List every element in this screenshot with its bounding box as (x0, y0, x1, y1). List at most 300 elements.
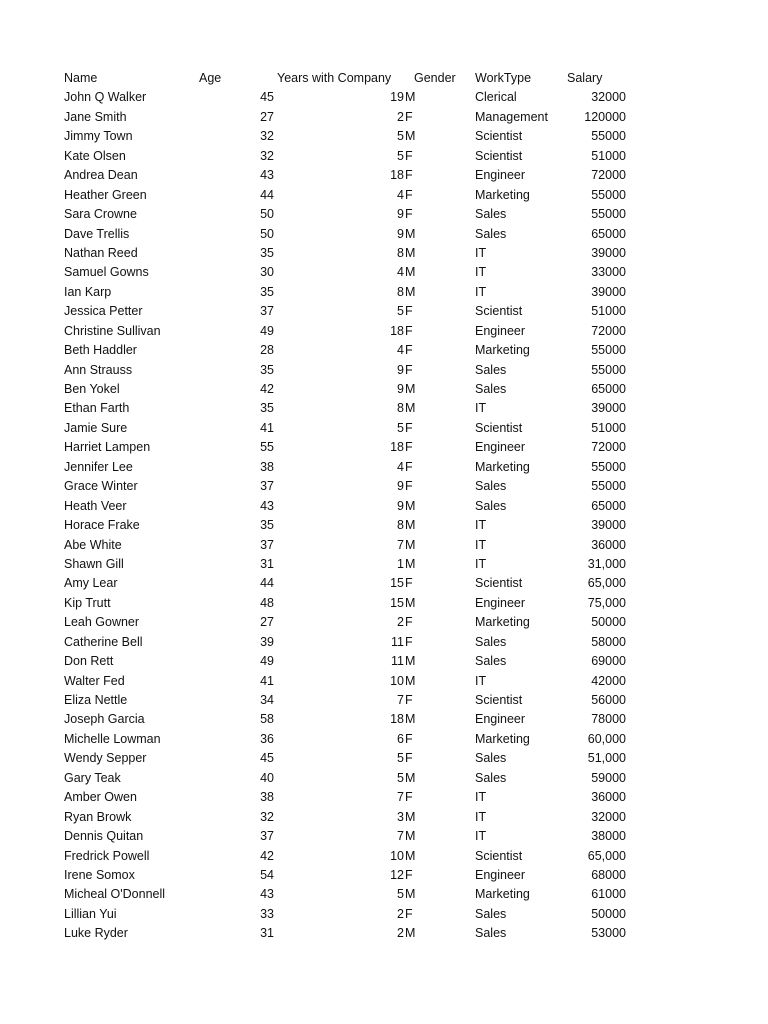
cell-age: 35 (260, 518, 274, 533)
cell-name: Andrea Dean (64, 168, 138, 183)
cell-gender: F (405, 906, 413, 921)
cell-age: 38 (260, 790, 274, 805)
cell-worktype: Scientist (475, 848, 523, 863)
cell-worktype: Engineer (475, 867, 526, 882)
cell-worktype: IT (475, 790, 487, 805)
cell-salary: 55000 (591, 207, 626, 222)
cell-age: 41 (260, 420, 274, 435)
cell-years-with-company: 9 (397, 498, 404, 513)
cell-name: Dennis Quitan (64, 829, 144, 844)
cell-gender: M (405, 265, 416, 280)
cell-gender: F (405, 576, 413, 591)
cell-salary: 65000 (591, 226, 626, 241)
cell-gender: M (405, 848, 416, 863)
cell-gender: M (405, 556, 416, 571)
cell-name: Abe White (64, 537, 122, 552)
cell-years-with-company: 18 (390, 168, 404, 183)
cell-gender: M (405, 809, 416, 824)
cell-years-with-company: 9 (397, 382, 404, 396)
cell-gender: M (405, 518, 416, 533)
cell-salary: 53000 (591, 926, 626, 941)
table-row (0, 710, 768, 729)
cell-name: Jennifer Lee (64, 459, 133, 474)
cell-worktype: Clerical (475, 90, 517, 105)
cell-years-with-company: 7 (397, 829, 404, 844)
cell-gender: F (405, 479, 413, 494)
cell-salary: 72000 (591, 168, 626, 183)
cell-name: Heather Green (64, 187, 147, 202)
cell-years-with-company: 12 (390, 867, 404, 882)
cell-years-with-company: 4 (397, 265, 404, 280)
cell-gender: F (405, 615, 413, 630)
cell-age: 49 (260, 654, 274, 669)
cell-age: 35 (260, 401, 274, 416)
cell-name: Christine Sullivan (64, 323, 161, 338)
cell-age: 54 (260, 867, 274, 882)
cell-salary: 42000 (591, 673, 626, 688)
table-row (0, 322, 768, 341)
cell-years-with-company: 18 (390, 323, 404, 338)
cell-years-with-company: 15 (390, 595, 404, 610)
table-row (0, 613, 768, 632)
table-row (0, 186, 768, 205)
table-row (0, 341, 768, 360)
cell-salary: 31,000 (587, 556, 626, 571)
table-row (0, 808, 768, 827)
cell-worktype: IT (475, 537, 487, 552)
cell-name: Ryan Browk (64, 809, 132, 824)
cell-years-with-company: 5 (397, 148, 404, 163)
cell-age: 30 (260, 265, 274, 280)
cell-salary: 39000 (591, 284, 626, 299)
cell-name: Don Rett (64, 654, 114, 669)
cell-years-with-company: 18 (390, 440, 404, 455)
cell-name: Kate Olsen (64, 148, 126, 163)
cell-gender: M (405, 654, 416, 669)
cell-salary: 32000 (591, 809, 626, 824)
cell-age: 27 (260, 109, 274, 124)
cell-gender: F (405, 343, 413, 358)
cell-years-with-company: 5 (397, 129, 404, 144)
cell-age: 38 (260, 459, 274, 474)
cell-name: Amy Lear (64, 576, 118, 591)
cell-age: 35 (260, 245, 274, 260)
cell-salary: 78000 (591, 712, 626, 727)
cell-years-with-company: 5 (397, 770, 404, 785)
cell-gender: M (405, 887, 416, 902)
cell-worktype: IT (475, 556, 487, 571)
cell-years-with-company: 2 (397, 615, 404, 630)
header-age: Age (199, 71, 222, 85)
cell-salary: 55000 (591, 187, 626, 202)
cell-name: Gary Teak (64, 770, 121, 785)
table-row (0, 924, 768, 943)
cell-years-with-company: 18 (390, 712, 404, 727)
table-row (0, 866, 768, 885)
cell-worktype: IT (475, 518, 487, 533)
cell-years-with-company: 2 (397, 906, 404, 921)
table-row (0, 477, 768, 496)
cell-age: 48 (260, 595, 274, 610)
cell-name: Samuel Gowns (64, 265, 149, 280)
cell-salary: 36000 (591, 537, 626, 552)
cell-salary: 51000 (591, 420, 626, 435)
table-row (0, 847, 768, 866)
cell-age: 44 (260, 576, 274, 591)
table-row (0, 574, 768, 593)
table-row (0, 827, 768, 846)
header-years-with-company: Years with Company (277, 71, 392, 85)
cell-gender: F (405, 790, 413, 805)
cell-worktype: Sales (475, 226, 507, 241)
cell-age: 37 (260, 829, 274, 844)
cell-salary: 51,000 (587, 751, 626, 766)
cell-years-with-company: 9 (397, 226, 404, 241)
cell-salary: 50000 (591, 906, 626, 921)
cell-years-with-company: 7 (397, 693, 404, 707)
cell-name: John Q Walker (64, 90, 147, 105)
cell-worktype: Marketing (475, 887, 530, 902)
cell-worktype: Scientist (475, 576, 523, 591)
cell-name: Jimmy Town (64, 129, 133, 144)
cell-worktype: Sales (475, 751, 507, 766)
cell-age: 45 (260, 751, 274, 766)
cell-gender: M (405, 284, 416, 299)
cell-salary: 61000 (591, 887, 626, 902)
cell-years-with-company: 4 (397, 187, 404, 202)
cell-gender: M (405, 712, 416, 727)
cell-age: 45 (260, 90, 274, 105)
cell-age: 42 (260, 848, 274, 863)
cell-gender: F (405, 459, 413, 474)
cell-salary: 36000 (591, 790, 626, 805)
table-row (0, 652, 768, 671)
cell-years-with-company: 3 (397, 809, 404, 824)
cell-name: Walter Fed (64, 673, 125, 688)
table-row (0, 147, 768, 166)
table-row (0, 458, 768, 477)
cell-salary: 39000 (591, 518, 626, 533)
table-row (0, 419, 768, 438)
cell-name: Jessica Petter (64, 304, 143, 319)
cell-worktype: Management (475, 109, 548, 124)
cell-gender: M (405, 926, 416, 941)
cell-gender: M (405, 226, 416, 241)
cell-salary: 39000 (591, 401, 626, 416)
cell-worktype: Scientist (475, 420, 523, 435)
cell-years-with-company: 10 (390, 673, 404, 688)
cell-age: 37 (260, 479, 274, 494)
table-row (0, 555, 768, 574)
table-row (0, 205, 768, 224)
table-row (0, 108, 768, 127)
cell-name: Ben Yokel (64, 382, 120, 396)
cell-years-with-company: 8 (397, 284, 404, 299)
cell-name: Ann Strauss (64, 362, 133, 377)
table-row (0, 594, 768, 613)
table-row (0, 127, 768, 146)
cell-age: 50 (260, 207, 274, 222)
cell-age: 50 (260, 226, 274, 241)
cell-salary: 72000 (591, 440, 626, 455)
cell-salary: 58000 (591, 634, 626, 649)
cell-salary: 59000 (591, 770, 626, 785)
cell-gender: F (405, 109, 413, 124)
cell-salary: 55000 (591, 459, 626, 474)
cell-salary: 32000 (591, 90, 626, 105)
employee-table (0, 69, 768, 944)
cell-worktype: Marketing (475, 459, 530, 474)
cell-age: 42 (260, 382, 274, 396)
cell-age: 33 (260, 906, 274, 921)
cell-worktype: Engineer (475, 440, 526, 455)
cell-worktype: IT (475, 284, 487, 299)
cell-years-with-company: 5 (397, 751, 404, 766)
cell-age: 40 (260, 770, 274, 785)
cell-worktype: IT (475, 673, 487, 688)
cell-salary: 50000 (591, 615, 626, 630)
cell-name: Eliza Nettle (64, 693, 128, 707)
cell-name: Fredrick Powell (64, 848, 150, 863)
cell-gender: F (405, 420, 413, 435)
cell-worktype: Marketing (475, 187, 530, 202)
cell-gender: F (405, 323, 413, 338)
cell-worktype: IT (475, 245, 487, 260)
cell-name: Shawn Gill (64, 556, 124, 571)
cell-age: 36 (260, 731, 274, 746)
cell-gender: M (405, 770, 416, 785)
cell-salary: 51000 (591, 304, 626, 319)
cell-name: Heath Veer (64, 498, 127, 513)
table-row (0, 691, 768, 710)
cell-age: 49 (260, 323, 274, 338)
cell-salary: 72000 (591, 323, 626, 338)
cell-worktype: Sales (475, 207, 507, 222)
cell-worktype: IT (475, 265, 487, 280)
cell-salary: 68000 (591, 867, 626, 882)
cell-years-with-company: 19 (390, 90, 404, 105)
cell-years-with-company: 11 (391, 654, 404, 669)
cell-salary: 60,000 (587, 731, 626, 746)
cell-salary: 75,000 (587, 595, 626, 610)
cell-years-with-company: 2 (397, 926, 404, 941)
cell-age: 32 (260, 148, 274, 163)
cell-worktype: Sales (475, 654, 507, 669)
cell-worktype: Sales (475, 382, 507, 396)
cell-gender: F (405, 168, 413, 183)
cell-worktype: Sales (475, 498, 507, 513)
table-row (0, 380, 768, 399)
cell-gender: M (405, 129, 416, 144)
cell-gender: M (405, 90, 416, 105)
table-header-row (0, 69, 768, 88)
cell-name: Harriet Lampen (64, 440, 151, 455)
table-row (0, 769, 768, 788)
cell-years-with-company: 11 (391, 634, 404, 649)
cell-years-with-company: 9 (397, 479, 404, 494)
cell-worktype: Sales (475, 479, 507, 494)
cell-worktype: Marketing (475, 615, 530, 630)
cell-name: Jamie Sure (64, 420, 128, 435)
cell-age: 37 (260, 304, 274, 319)
cell-gender: M (405, 673, 416, 688)
header-salary: Salary (567, 71, 603, 85)
cell-salary: 33000 (591, 265, 626, 280)
cell-years-with-company: 8 (397, 518, 404, 533)
cell-gender: F (405, 693, 413, 707)
cell-years-with-company: 15 (390, 576, 404, 591)
cell-age: 35 (260, 362, 274, 377)
cell-name: Lillian Yui (64, 906, 117, 921)
cell-age: 32 (260, 809, 274, 824)
cell-gender: M (405, 382, 416, 396)
cell-years-with-company: 9 (397, 362, 404, 377)
cell-gender: F (405, 187, 413, 202)
cell-worktype: Scientist (475, 148, 523, 163)
cell-name: Joseph Garcia (64, 712, 145, 727)
cell-gender: F (405, 440, 413, 455)
cell-salary: 38000 (591, 829, 626, 844)
cell-gender: F (405, 207, 413, 222)
cell-gender: F (405, 731, 413, 746)
table-row (0, 633, 768, 652)
cell-years-with-company: 4 (397, 343, 404, 358)
cell-gender: F (405, 148, 413, 163)
cell-years-with-company: 8 (397, 245, 404, 260)
table-row (0, 516, 768, 535)
cell-salary: 65,000 (587, 848, 626, 863)
cell-name: Irene Somox (64, 867, 135, 882)
cell-salary: 65000 (591, 382, 626, 396)
cell-name: Micheal O'Donnell (64, 887, 166, 902)
cell-gender: M (405, 498, 416, 513)
table-body (0, 88, 768, 943)
cell-salary: 65,000 (587, 576, 626, 591)
cell-name: Beth Haddler (64, 343, 137, 358)
cell-gender: M (405, 537, 416, 552)
cell-name: Wendy Sepper (64, 751, 147, 766)
cell-years-with-company: 5 (397, 887, 404, 902)
cell-name: Dave Trellis (64, 226, 130, 241)
cell-worktype: Engineer (475, 595, 526, 610)
cell-gender: M (405, 245, 416, 260)
cell-salary: 56000 (591, 693, 626, 707)
cell-gender: F (405, 304, 413, 319)
cell-years-with-company: 5 (397, 420, 404, 435)
table-row (0, 536, 768, 555)
table-row (0, 166, 768, 185)
table-row (0, 302, 768, 321)
cell-worktype: IT (475, 809, 487, 824)
cell-gender: F (405, 362, 413, 377)
table-row (0, 905, 768, 924)
cell-age: 39 (260, 634, 274, 649)
cell-gender: F (405, 634, 413, 649)
cell-salary: 39000 (591, 245, 626, 260)
cell-salary: 51000 (591, 148, 626, 163)
cell-gender: M (405, 595, 416, 610)
cell-years-with-company: 9 (397, 207, 404, 222)
cell-age: 34 (260, 693, 274, 707)
cell-years-with-company: 8 (397, 401, 404, 416)
cell-salary: 120000 (584, 109, 626, 124)
cell-age: 43 (260, 168, 274, 183)
cell-worktype: Marketing (475, 343, 530, 358)
cell-name: Horace Frake (64, 518, 140, 533)
table-row (0, 672, 768, 691)
cell-worktype: Engineer (475, 712, 526, 727)
cell-years-with-company: 6 (397, 731, 404, 746)
cell-salary: 65000 (591, 498, 626, 513)
cell-name: Kip Trutt (64, 595, 111, 610)
cell-age: 37 (260, 537, 274, 552)
cell-age: 43 (260, 887, 274, 902)
cell-worktype: Sales (475, 634, 507, 649)
table-row (0, 244, 768, 263)
cell-salary: 55000 (591, 362, 626, 377)
cell-name: Catherine Bell (64, 634, 143, 649)
cell-worktype: IT (475, 401, 487, 416)
cell-worktype: Scientist (475, 129, 523, 144)
cell-name: Ethan Farth (64, 401, 130, 416)
cell-name: Leah Gowner (64, 615, 140, 630)
cell-worktype: Sales (475, 770, 507, 785)
cell-worktype: Marketing (475, 731, 530, 746)
cell-years-with-company: 5 (397, 304, 404, 319)
header-name: Name (64, 71, 98, 85)
cell-age: 35 (260, 284, 274, 299)
table-row (0, 88, 768, 107)
cell-name: Ian Karp (64, 284, 112, 299)
cell-name: Sara Crowne (64, 207, 137, 222)
table-row (0, 885, 768, 904)
cell-name: Nathan Reed (64, 245, 138, 260)
cell-age: 43 (260, 498, 274, 513)
table-row (0, 283, 768, 302)
cell-age: 28 (260, 343, 274, 358)
header-gender: Gender (414, 71, 456, 85)
cell-years-with-company: 10 (390, 848, 404, 863)
header-worktype: WorkType (475, 71, 532, 85)
cell-worktype: Engineer (475, 323, 526, 338)
cell-age: 32 (260, 129, 274, 144)
cell-age: 31 (260, 926, 274, 941)
cell-age: 41 (260, 673, 274, 688)
cell-worktype: Sales (475, 906, 507, 921)
cell-gender: M (405, 401, 416, 416)
cell-age: 31 (260, 556, 274, 571)
cell-name: Jane Smith (64, 109, 127, 124)
table-row (0, 497, 768, 516)
table-row (0, 399, 768, 418)
cell-worktype: Engineer (475, 168, 526, 183)
cell-name: Michelle Lowman (64, 731, 161, 746)
cell-age: 44 (260, 187, 274, 202)
table-row (0, 788, 768, 807)
cell-name: Luke Ryder (64, 926, 128, 941)
cell-age: 58 (260, 712, 274, 727)
cell-gender: M (405, 829, 416, 844)
cell-name: Amber Owen (64, 790, 137, 805)
cell-worktype: Scientist (475, 304, 523, 319)
table-row (0, 263, 768, 282)
cell-years-with-company: 2 (397, 109, 404, 124)
cell-worktype: IT (475, 829, 487, 844)
cell-gender: F (405, 751, 413, 766)
cell-name: Grace Winter (64, 479, 138, 494)
table-row (0, 438, 768, 457)
table-row (0, 730, 768, 749)
